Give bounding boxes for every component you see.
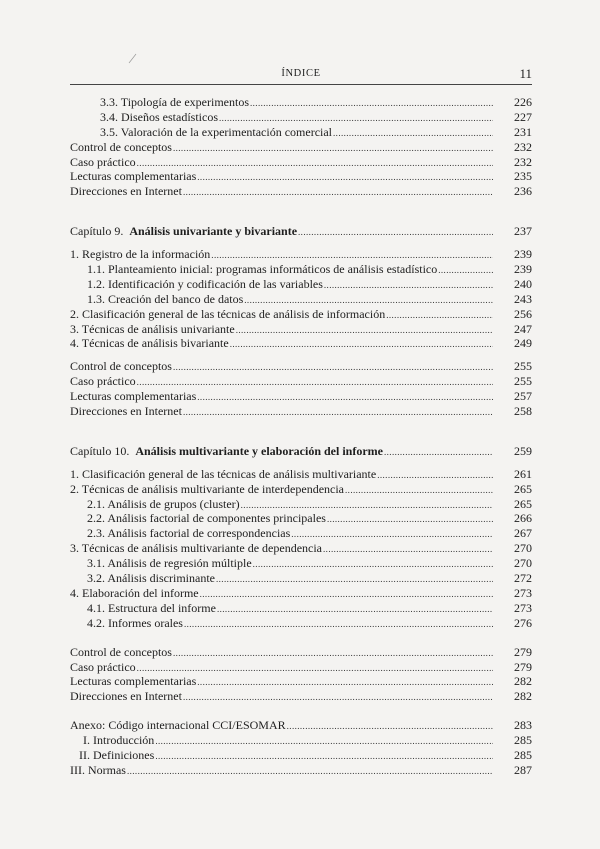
chapter-heading: Capítulo 10. Análisis multivariante y elaboración del informe ..... 259 <box>70 444 532 459</box>
page-number: 11 <box>519 66 532 81</box>
toc-entry: 4. Elaboración del informe ..... 273 <box>70 586 532 601</box>
toc-entry: 2. Técnicas de análisis multivariante de interdependencia ..... 265 <box>70 482 532 497</box>
toc-entry: Control de conceptos ..... 255 <box>70 359 532 374</box>
toc-entry: 3.1. Análisis de regresión múltiple ..... 270 <box>70 556 532 571</box>
toc-entry-annex: Anexo: Código internacional CCI/ESOMAR ..... 283 <box>70 718 532 733</box>
toc-entry: 2.3. Análisis factorial de correspondencias ..... 267 <box>70 526 532 541</box>
toc-entry: 3.5. Valoración de la experimentación comercial ..... 231 <box>70 125 532 140</box>
toc-entry: 1. Clasificación general de las técnicas de análisis multivariante ..... 261 <box>70 467 532 482</box>
toc-entry: Control de conceptos ..... 279 <box>70 645 532 660</box>
toc-entry: Caso práctico ..... 232 <box>70 155 532 170</box>
toc-entry: III. Normas ..... 287 <box>70 763 532 778</box>
toc-entry: Lecturas complementarias ..... 257 <box>70 389 532 404</box>
toc-entry: 2.2. Análisis factorial de componentes principales ..... 266 <box>70 511 532 526</box>
toc-entry: 1.3. Creación del banco de datos ..... 243 <box>70 292 532 307</box>
toc-entry: 4. Técnicas de análisis bivariante ..... 249 <box>70 336 532 351</box>
toc-entry: Lecturas complementarias ..... 235 <box>70 169 532 184</box>
toc-entry: Caso práctico ..... 279 <box>70 660 532 675</box>
running-title: ÍNDICE <box>281 68 321 79</box>
toc-entry: I. Introducción ..... 285 <box>70 733 532 748</box>
toc-entry: II. Definiciones ..... 285 <box>70 748 532 763</box>
toc-entry: Control de conceptos ..... 232 <box>70 140 532 155</box>
toc-entry: 3.2. Análisis discriminante ..... 272 <box>70 571 532 586</box>
table-of-contents <box>70 95 532 778</box>
toc-entry: 2. Clasificación general de las técnicas de análisis de información ..... 256 <box>70 307 532 322</box>
toc-entry: 3. Técnicas de análisis multivariante de dependencia ..... 270 <box>70 541 532 556</box>
toc-entry: 1.2. Identificación y codificación de las variables ..... 240 <box>70 277 532 292</box>
toc-entry: 1.1. Planteamiento inicial: programas informáticos de análisis estadístico ..... 239 <box>70 262 532 277</box>
toc-entry: 4.1. Estructura del informe ..... 273 <box>70 601 532 616</box>
toc-entry: 2.1. Análisis de grupos (cluster) ..... 265 <box>70 497 532 512</box>
toc-entry: 3. Técnicas de análisis univariante ..... 247 <box>70 322 532 337</box>
toc-entry: 3.3. Tipología de experimentos ..... 226 <box>70 95 532 110</box>
page-header <box>70 64 532 85</box>
toc-entry: Direcciones en Internet ..... 258 <box>70 404 532 419</box>
pencil-mark <box>128 52 138 64</box>
toc-entry: 3.4. Diseños estadísticos ..... 227 <box>70 110 532 125</box>
toc-entry: Direcciones en Internet ..... 236 <box>70 184 532 199</box>
toc-entry: Lecturas complementarias ..... 282 <box>70 674 532 689</box>
toc-entry: Direcciones en Internet ..... 282 <box>70 689 532 704</box>
chapter-heading: Capítulo 9. Análisis univariante y bivariante ..... 237 <box>70 224 532 239</box>
toc-entry: Caso práctico ..... 255 <box>70 374 532 389</box>
toc-entry: 1. Registro de la información ..... 239 <box>70 247 532 262</box>
toc-entry: 4.2. Informes orales ..... 276 <box>70 616 532 631</box>
